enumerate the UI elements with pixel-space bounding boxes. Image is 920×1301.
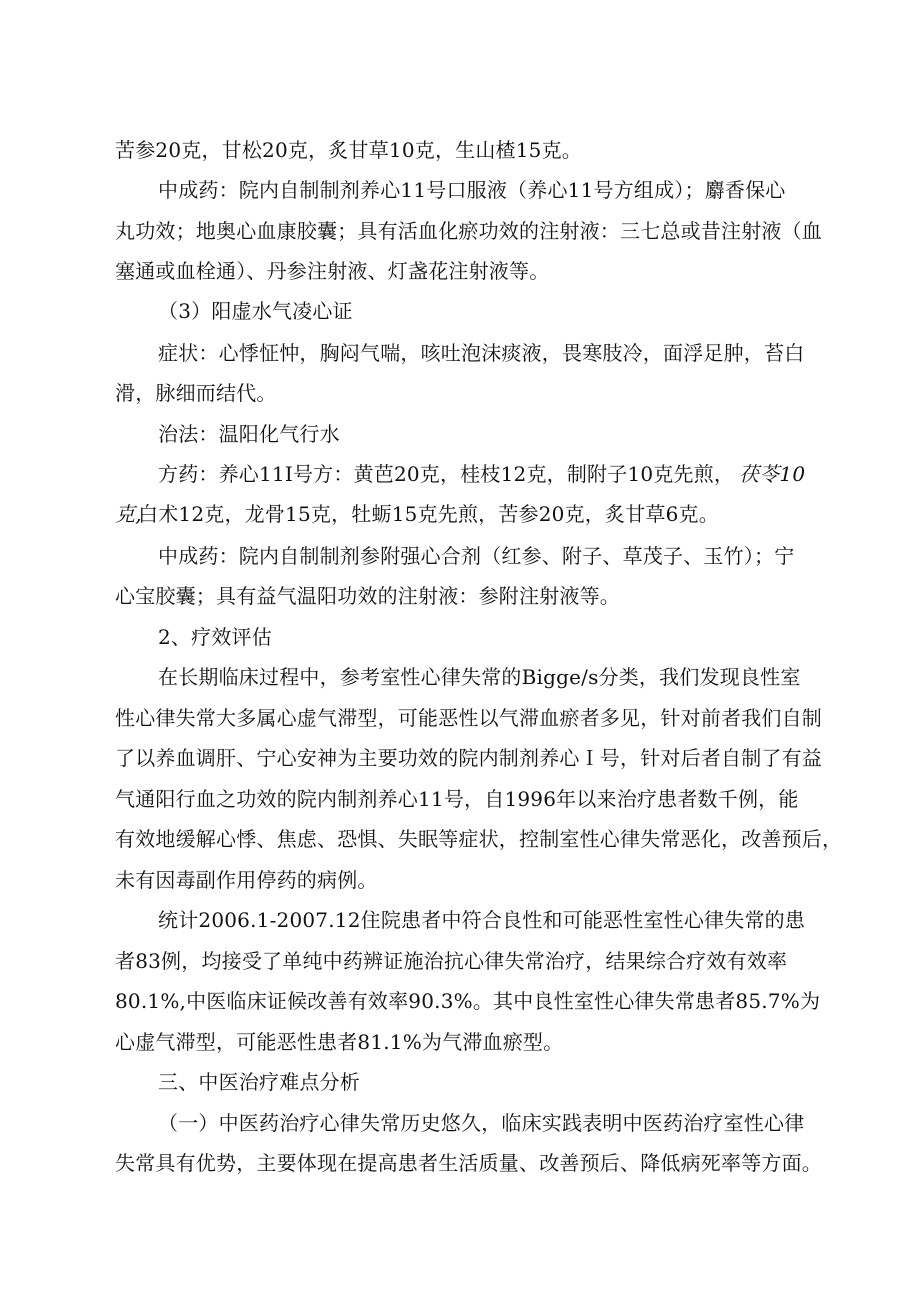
text-line: 失常具有优势，主要体现在提高患者生活质量、改善预后、降低病死率等方面。	[115, 1151, 822, 1175]
text-line: 方药：养心11I号方：黄芭20克，桂枝12克，制附子10克先煎，	[158, 462, 735, 486]
text-line: 者83例，均接受了单纯中药辨证施治抗心律失常治疗，结果综合疗效有效率	[115, 949, 788, 973]
text-line: 在长期临床过程中，参考室性心律失常的Bigge/s分类，我们发现良性室	[158, 665, 801, 689]
text-line: （一）中医药治疗心律失常历史悠久，临床实践表明中医药治疗室性心律	[158, 1111, 805, 1135]
text-line-italic: 茯苓10	[739, 462, 806, 486]
text-line: 白术12克，龙骨15克，牡蛎15克先煎，苦参20克，炙甘草6克。	[138, 502, 719, 526]
text-line: 苦参20克，甘松20克，炙甘草10克，生山楂15克。	[115, 138, 582, 162]
text-line: 塞通或血栓通）、丹参注射液、灯盏花注射液等。	[115, 259, 550, 283]
text-line: 丸功效；地奥心血康胶囊；具有活血化瘀功效的注射液：三七总或昔注射液（血	[115, 219, 822, 243]
text-line: 中成药：院内自制制剂养心11号口服液（养心11号方组成）；麝香保心	[158, 178, 786, 202]
text-line: 气通阳行血之功效的院内制剂养心11号，自1996年以来治疗患者数千例，能	[115, 787, 799, 811]
section-heading: 2、疗效评估	[158, 625, 272, 649]
text-line: 治法：温阳化气行水	[158, 422, 340, 446]
text-line: 中成药：院内自制制剂参附强心合剂（红参、附子、草茂子、玉竹）；宁	[158, 544, 795, 568]
text-line: 性心律失常大多属心虚气滞型，可能恶性以气滞血瘀者多见，针对前者我们自制	[115, 706, 822, 730]
text-line: 滑，脉细而结代。	[115, 381, 277, 405]
text-line: 了以养血调肝、宁心安神为主要功效的院内制剂养心Ｉ号，针对后者自制了有益	[115, 746, 822, 770]
text-line: 心宝胶囊；具有益气温阳功效的注射液：参附注射液等。	[115, 584, 620, 608]
text-line: 有效地缓解心悸、焦虑、恐惧、失眠等症状，控制室性心律失常恶化，改善预后，	[115, 827, 843, 851]
text-line: 统计2006.1-2007.12住院患者中符合良性和可能恶性室性心律失常的患	[158, 908, 806, 932]
text-line: 80.1%,中医临床证候改善有效率90.3%。其中良性室性心律失常患者85.7%为	[115, 989, 821, 1013]
text-line: 症状：心悸怔忡，胸闷气喘，咳吐泡沫痰液，畏寒肢冷，面浮足肿，苔白	[158, 341, 805, 365]
text-line-italic: 克,	[115, 502, 142, 526]
section-heading: 三、中医治疗难点分析	[158, 1070, 360, 1094]
text-line: 心虚气滞型，可能恶性患者81.1%为气滞血瘀型。	[115, 1030, 564, 1054]
section-heading: （3）阳虚水气凌心证	[158, 299, 353, 323]
text-line: 未有因毒副作用停药的病例。	[115, 868, 378, 892]
